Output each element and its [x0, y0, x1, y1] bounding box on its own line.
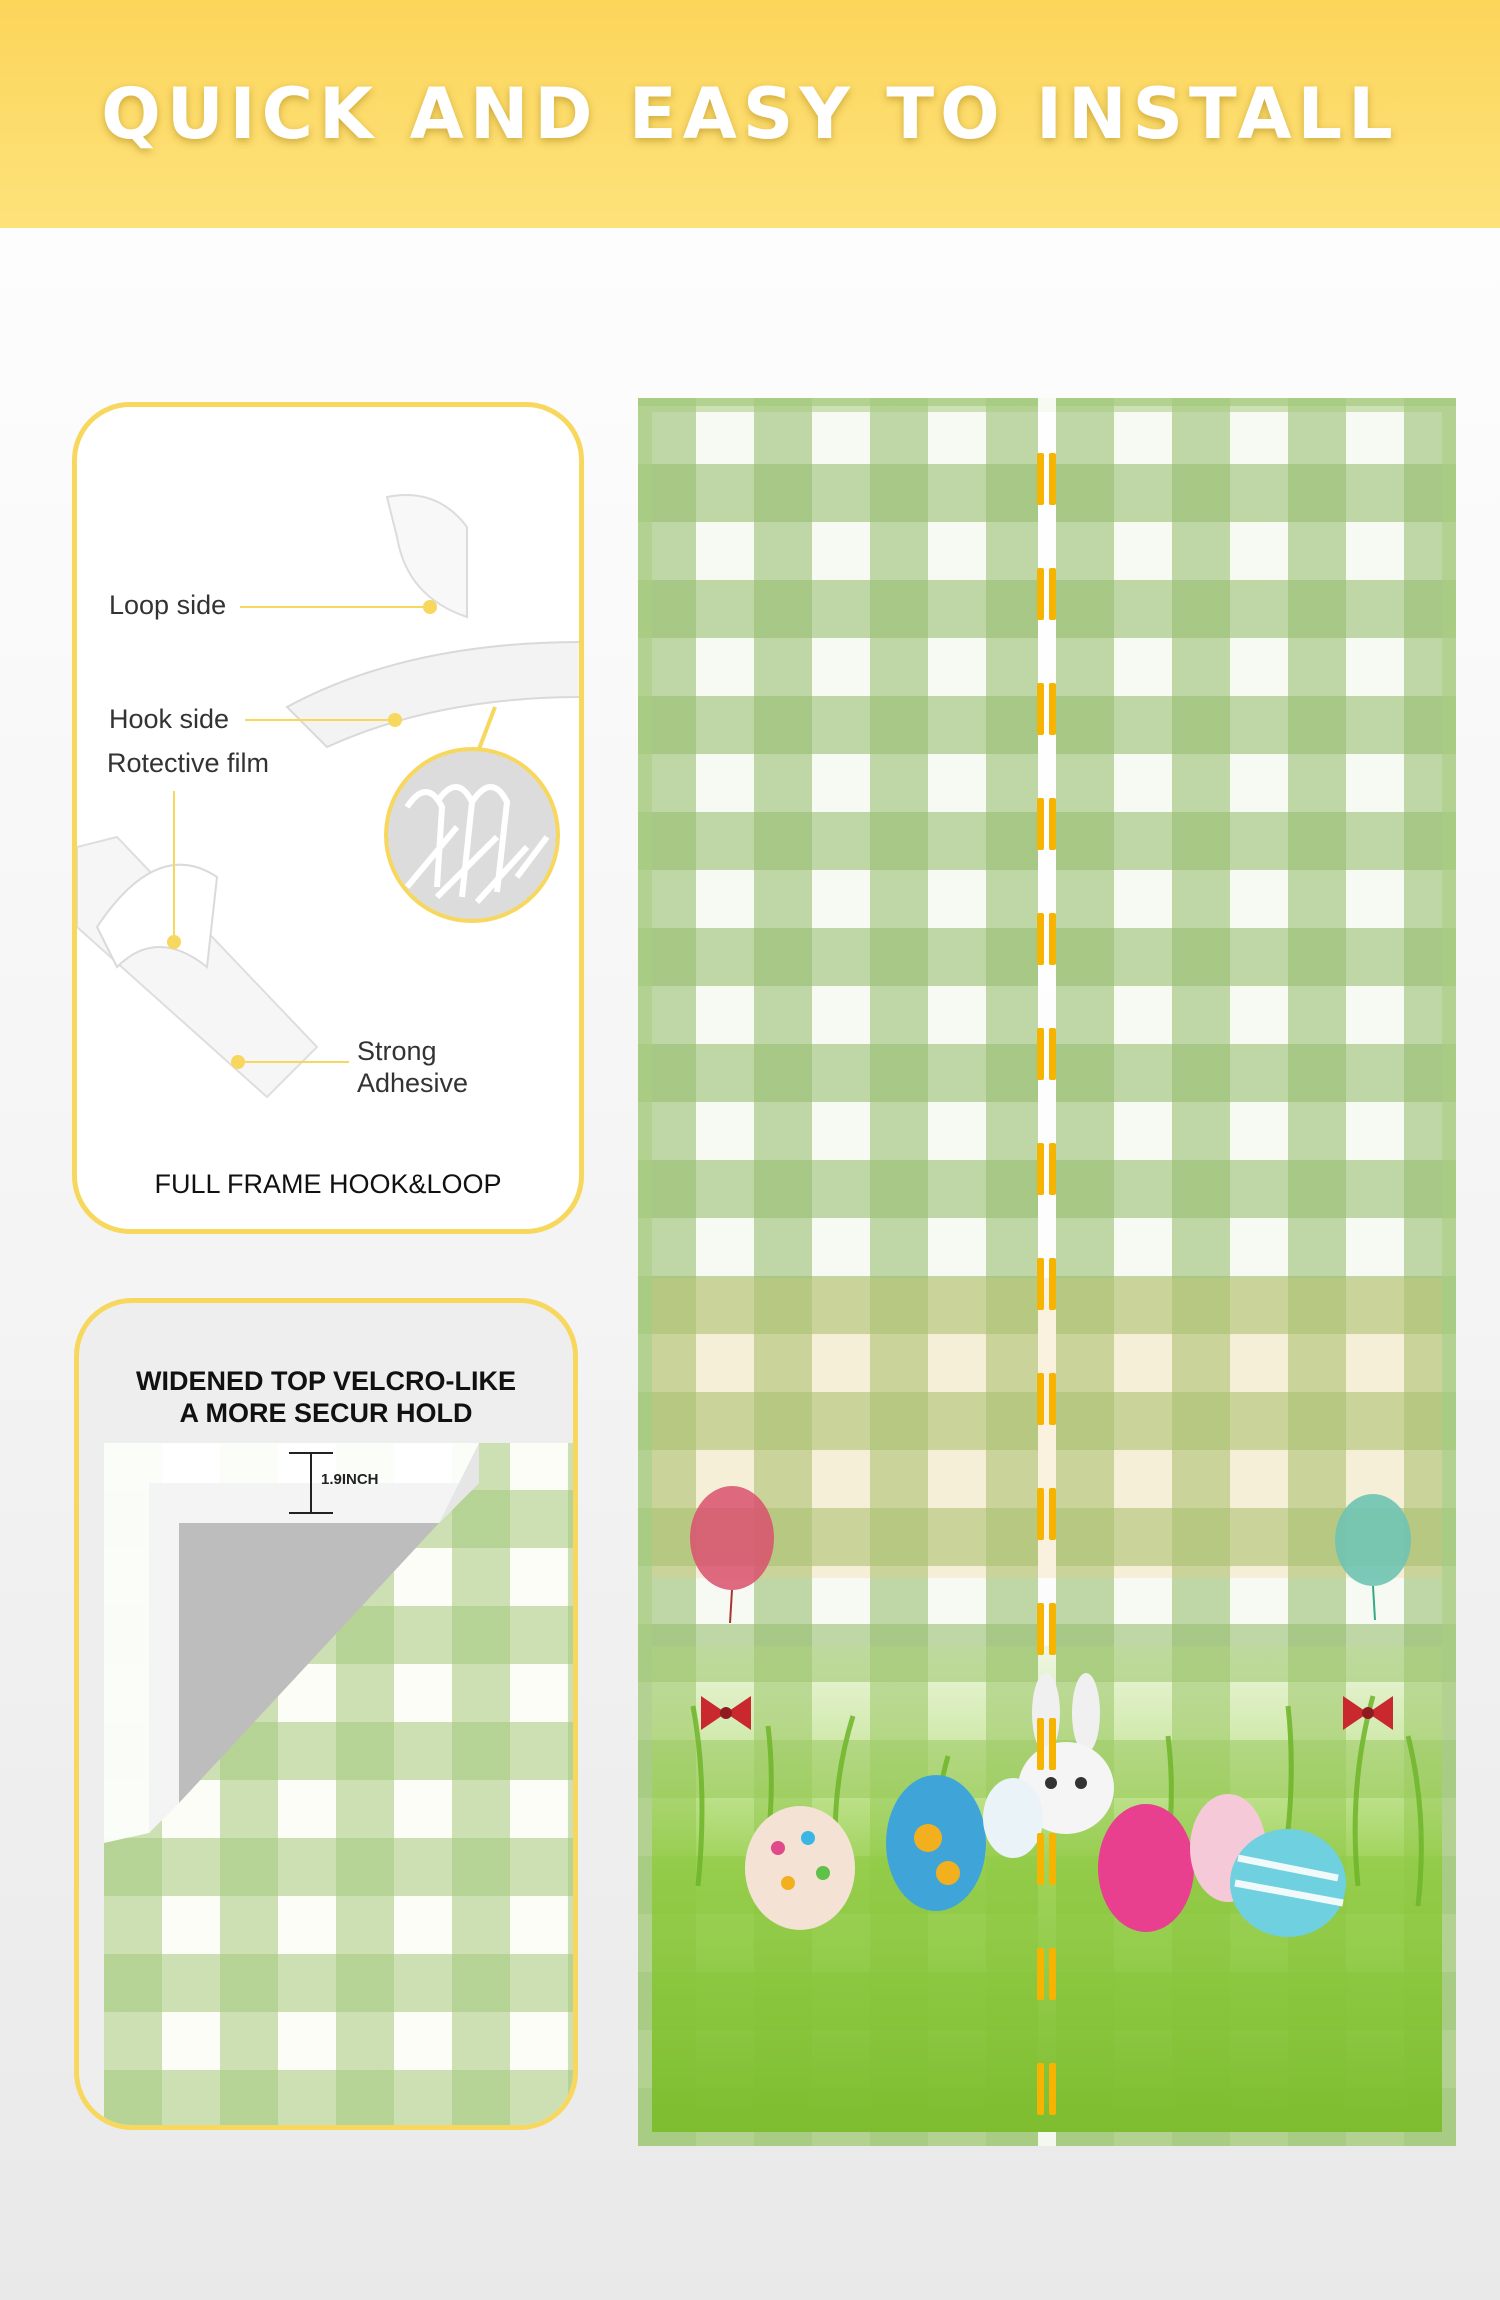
hook-loop-caption: FULL FRAME HOOK&LOOP: [154, 1169, 502, 1199]
magnet-segment: [1049, 1603, 1056, 1655]
loop-side-marker: [423, 600, 437, 614]
magnet-segment: [1049, 1373, 1056, 1425]
magnet-segment: [1049, 1718, 1056, 1770]
hook-side-label: Hook side: [109, 704, 230, 734]
hook-side-leader: [245, 719, 395, 721]
magnet-segment: [1049, 1833, 1056, 1885]
magnetic-door-screen: [638, 398, 1456, 2146]
strong-adhesive-label-line2: Adhesive: [357, 1068, 469, 1098]
magnet-strip: [1033, 453, 1063, 2113]
strong-adhesive-label-line1: Strong: [357, 1036, 437, 1066]
magnet-segment: [1037, 913, 1044, 965]
magnet-segment: [1037, 1028, 1044, 1080]
magnet-segment: [1037, 1373, 1044, 1425]
loop-side-label: Loop side: [109, 590, 227, 620]
top-velcro-title-line2: A MORE SECUR HOLD: [179, 1398, 473, 1428]
magnet-segment: [1037, 1948, 1044, 2000]
magnet-segment: [1049, 1028, 1056, 1080]
loop-side-leader: [240, 606, 430, 608]
magnet-segment: [1037, 798, 1044, 850]
strong-adhesive-marker: [231, 1055, 245, 1069]
magnet-segment: [1049, 913, 1056, 965]
magnet-segment: [1037, 1488, 1044, 1540]
magnet-segment: [1049, 453, 1056, 505]
protective-film-label: Rotective film: [107, 748, 270, 778]
magnet-segment: [1037, 1603, 1044, 1655]
strong-adhesive-leader: [237, 1061, 349, 1063]
magnet-segment: [1049, 2063, 1056, 2115]
bow-decoration-left: [696, 1688, 756, 1738]
magnet-segment: [1037, 1833, 1044, 1885]
hook-loop-card: [72, 402, 584, 1234]
header-banner: [0, 0, 1500, 228]
magnet-segment: [1037, 2063, 1044, 2115]
protective-film-leader: [173, 791, 175, 941]
protective-film-marker: [167, 935, 181, 949]
teal-balloon: [1328, 1490, 1418, 1620]
velcro-corner-illustration: [79, 1303, 573, 2125]
magnet-segment: [1049, 798, 1056, 850]
magnet-segment: [1037, 1143, 1044, 1195]
magnet-segment: [1049, 568, 1056, 620]
top-velcro-card: [74, 1298, 578, 2130]
magnet-segment: [1037, 1718, 1044, 1770]
magnet-segment: [1037, 568, 1044, 620]
dimension-label: 1.9INCH: [321, 1471, 379, 1488]
magnet-segment: [1037, 683, 1044, 735]
magnet-segment: [1037, 1258, 1044, 1310]
velcro-strip-illustration: [77, 407, 579, 1229]
banner-title: QUICK AND EASY TO INSTALL: [101, 73, 1399, 155]
bow-decoration-right: [1338, 1688, 1398, 1738]
magnet-segment: [1037, 453, 1044, 505]
magnet-segment: [1049, 1258, 1056, 1310]
top-velcro-title-line1: WIDENED TOP VELCRO-LIKE: [135, 1366, 517, 1396]
magnet-segment: [1049, 1143, 1056, 1195]
magnet-segment: [1049, 683, 1056, 735]
magnet-segment: [1049, 1488, 1056, 1540]
magnet-segment: [1049, 1948, 1056, 2000]
hook-side-marker: [388, 713, 402, 727]
pink-balloon: [682, 1483, 782, 1623]
